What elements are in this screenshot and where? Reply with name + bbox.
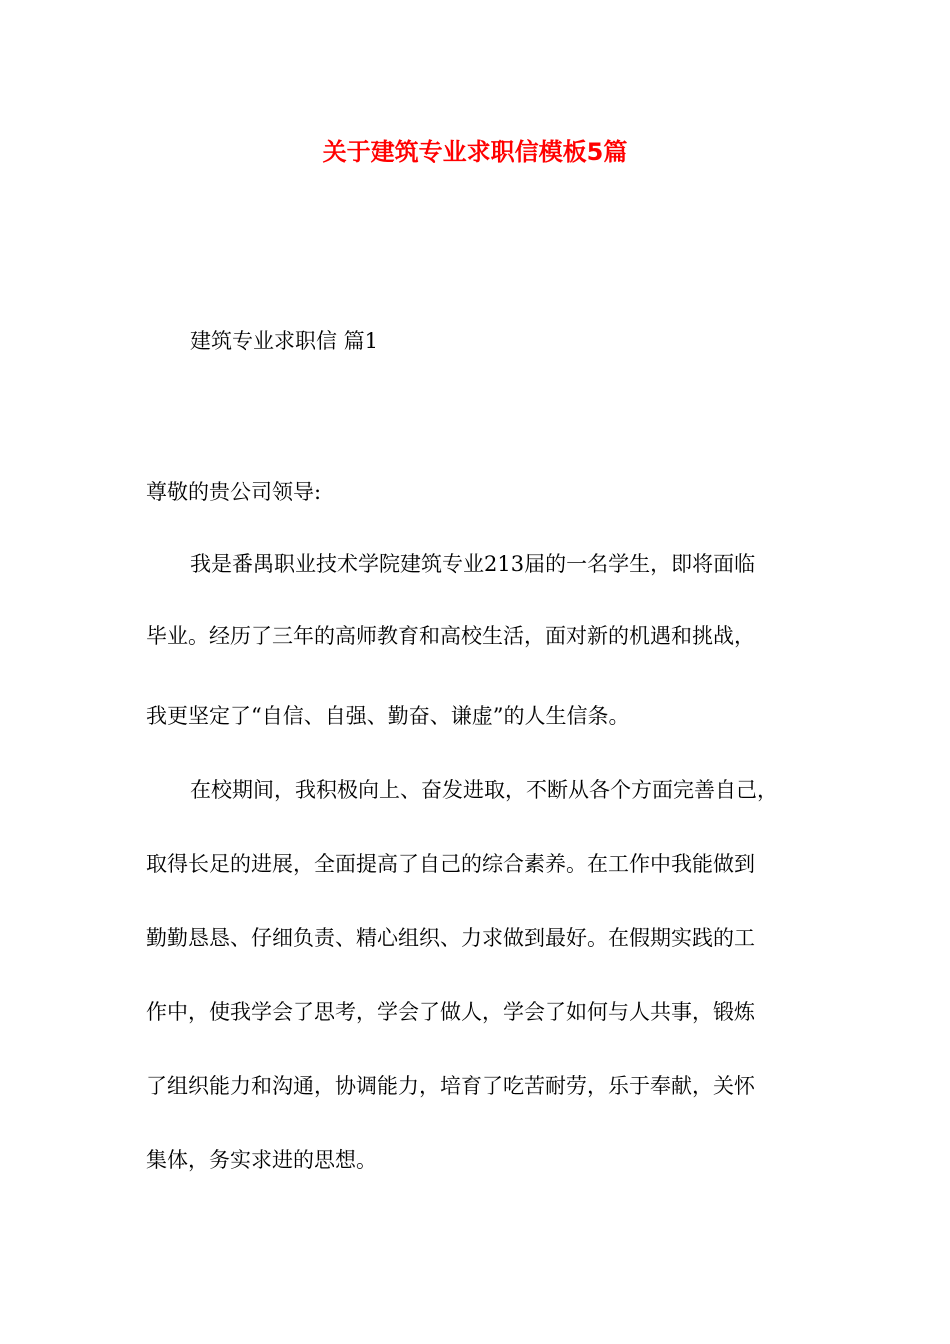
paragraph-line: 在校期间，我积极向上、奋发进取，不断从各个方面完善自己， [190,778,778,802]
paragraph-line: 集体，务实求进的思想。 [146,1148,377,1172]
paragraph-line: 作中，使我学会了思考，学会了做人，学会了如何与人共事，锻炼 [146,1000,755,1024]
section-heading: 建筑专业求职信 篇1 [190,329,379,353]
paragraph-line: 了组织能力和沟通，协调能力，培育了吃苦耐劳，乐于奉献，关怀 [146,1074,755,1098]
paragraph-line: 我更坚定了“自信、自强、勤奋、谦虚”的人生信条。 [146,704,630,728]
salutation: 尊敬的贵公司领导: [146,480,322,504]
document-title: 关于建筑专业求职信模板5篇 [322,138,628,166]
paragraph-line: 勤勤恳恳、仔细负责、精心组织、力求做到最好。在假期实践的工 [146,926,755,950]
paragraph-line: 毕业。经历了三年的高师教育和高校生活，面对新的机遇和挑战， [146,624,755,648]
paragraph-line: 取得长足的进展，全面提高了自己的综合素养。在工作中我能做到 [146,852,755,876]
paragraph-line: 我是番禺职业技术学院建筑专业213届的一名学生，即将面临 [190,552,756,576]
